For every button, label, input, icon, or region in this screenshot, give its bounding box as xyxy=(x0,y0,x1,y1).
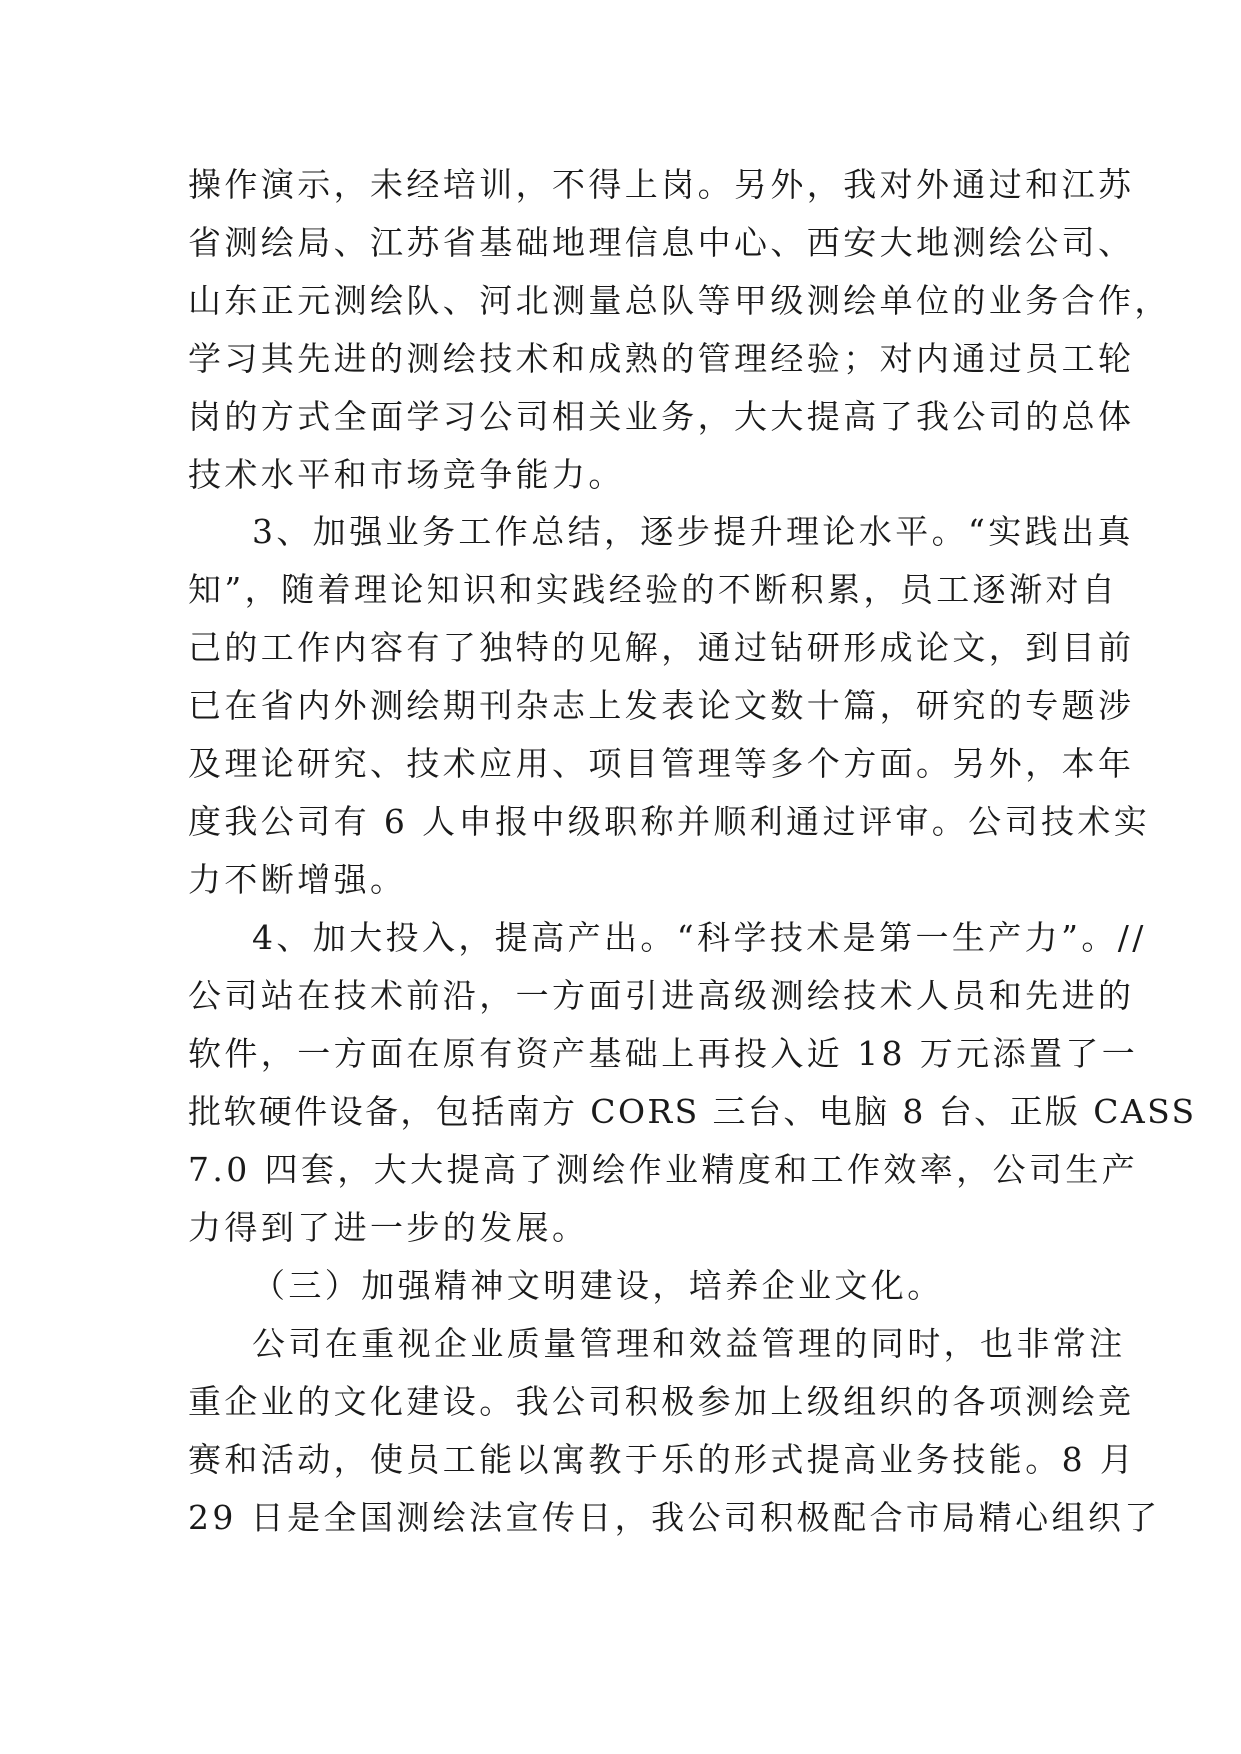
text-line-17: 批软硬件设备，包括南方 CORS 三台、电脑 8 台、正版 CASS xyxy=(188,1092,1197,1131)
text-line-4: 学习其先进的测绘技术和成熟的管理经验；对内通过员工轮 xyxy=(188,339,1135,378)
text-line-16: 软件，一方面在原有资产基础上再投入近 18 万元添置了一 xyxy=(188,1034,1139,1073)
text-line-3: 山东正元测绘队、河北测量总队等甲级测绘单位的业务合作， xyxy=(188,281,1171,320)
text-line-5: 岗的方式全面学习公司相关业务，大大提高了我公司的总体 xyxy=(188,397,1135,436)
text-line-15: 公司站在技术前沿，一方面引进高级测绘技术人员和先进的 xyxy=(188,976,1135,1015)
text-line-2: 省测绘局、江苏省基础地理信息中心、西安大地测绘公司、 xyxy=(188,223,1135,262)
text-line-6: 技术水平和市场竞争能力。 xyxy=(188,455,625,494)
text-line-24: 29 日是全国测绘法宣传日，我公司积极配合市局精心组织了 xyxy=(188,1498,1161,1537)
text-line-12: 度我公司有 6 人申报中级职称并顺利通过评审。公司技术实 xyxy=(188,802,1151,841)
text-line-14: 4、加大投入，提高产出。“科学技术是第一生产力”。// xyxy=(252,918,1147,957)
section-heading: （三）加强精神文明建设，培养企业文化。 xyxy=(252,1266,944,1305)
text-line-13: 力不断增强。 xyxy=(188,860,407,899)
text-line-18: 7.0 四套，大大提高了测绘作业精度和工作效率，公司生产 xyxy=(188,1150,1139,1189)
text-line-7: 3、加强业务工作总结，逐步提升理论水平。“实践出真 xyxy=(252,512,1134,551)
text-line-22: 重企业的文化建设。我公司积极参加上级组织的各项测绘竞 xyxy=(188,1382,1135,1421)
text-line-8: 知”，随着理论知识和实践经验的不断积累，员工逐渐对自 xyxy=(188,570,1119,609)
text-line-19: 力得到了进一步的发展。 xyxy=(188,1208,589,1247)
text-line-23: 赛和活动，使员工能以寓教于乐的形式提高业务技能。8 月 xyxy=(188,1440,1137,1479)
text-line-10: 已在省内外测绘期刊杂志上发表论文数十篇，研究的专题涉 xyxy=(188,686,1135,725)
text-line-11: 及理论研究、技术应用、项目管理等多个方面。另外，本年 xyxy=(188,744,1135,783)
text-line-9: 己的工作内容有了独特的见解，通过钻研形成论文，到目前 xyxy=(188,628,1135,667)
text-line-1: 操作演示，未经培训，不得上岗。另外，我对外通过和江苏 xyxy=(188,165,1135,204)
text-line-21: 公司在重视企业质量管理和效益管理的同时，也非常注 xyxy=(252,1324,1126,1363)
